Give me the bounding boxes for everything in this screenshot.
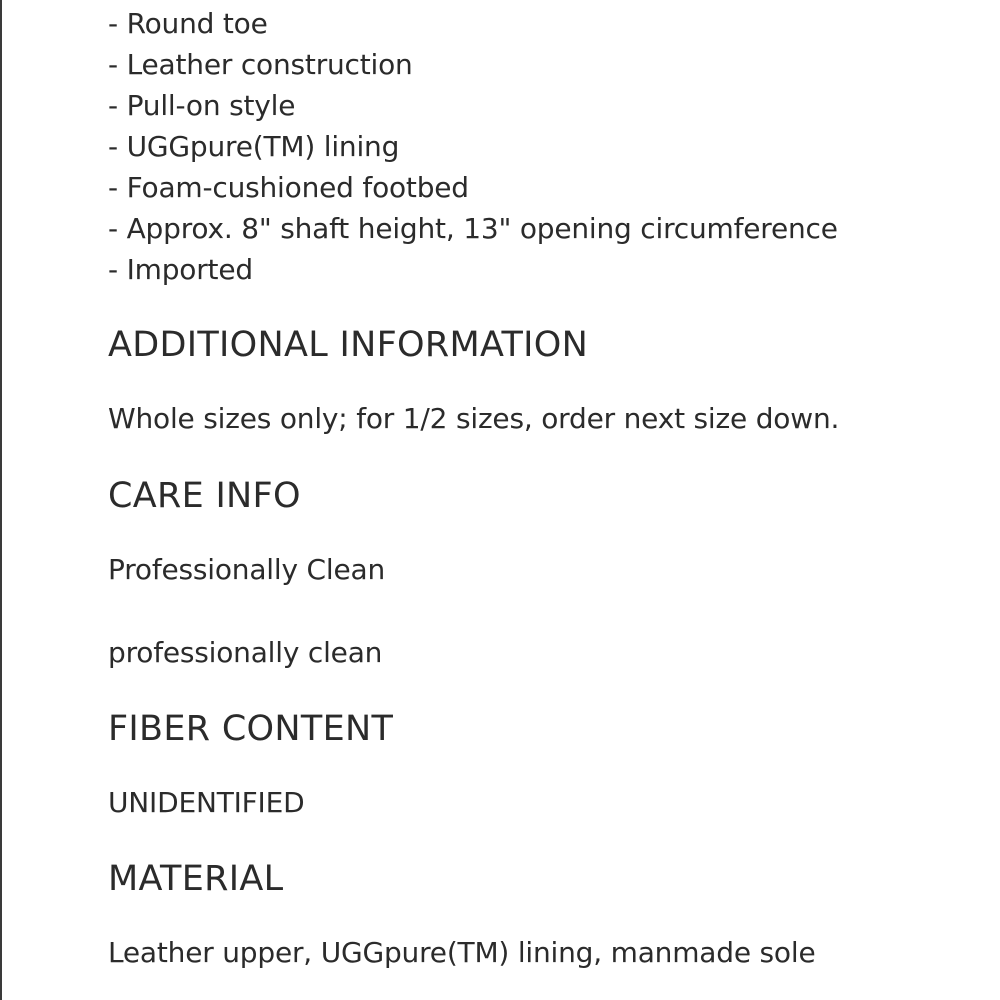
material-heading: MATERIAL — [108, 859, 284, 899]
additional-information-text: Whole sizes only; for 1/2 sizes, order next size down. — [108, 402, 840, 435]
feature-item: - Round toe — [108, 7, 268, 40]
fiber-content-text: UNIDENTIFIED — [108, 786, 305, 819]
page-left-border — [0, 0, 2, 1000]
feature-list — [108, 3, 838, 290]
feature-item: - Foam-cushioned footbed — [108, 171, 469, 204]
feature-item: - Imported — [108, 253, 253, 286]
feature-item: - UGGpure(TM) lining — [108, 130, 400, 163]
fiber-content-heading: FIBER CONTENT — [108, 709, 394, 749]
additional-information-heading: ADDITIONAL INFORMATION — [108, 325, 589, 365]
care-info-text: Professionally Clean — [108, 553, 385, 586]
feature-item: - Leather construction — [108, 48, 413, 81]
feature-item: - Pull-on style — [108, 89, 296, 122]
feature-item: - Approx. 8" shaft height, 13" opening circumference — [108, 212, 838, 245]
material-text: Leather upper, UGGpure(TM) lining, manmade sole — [108, 936, 816, 969]
care-info-text-secondary: professionally clean — [108, 636, 383, 669]
care-info-heading: CARE INFO — [108, 476, 301, 516]
